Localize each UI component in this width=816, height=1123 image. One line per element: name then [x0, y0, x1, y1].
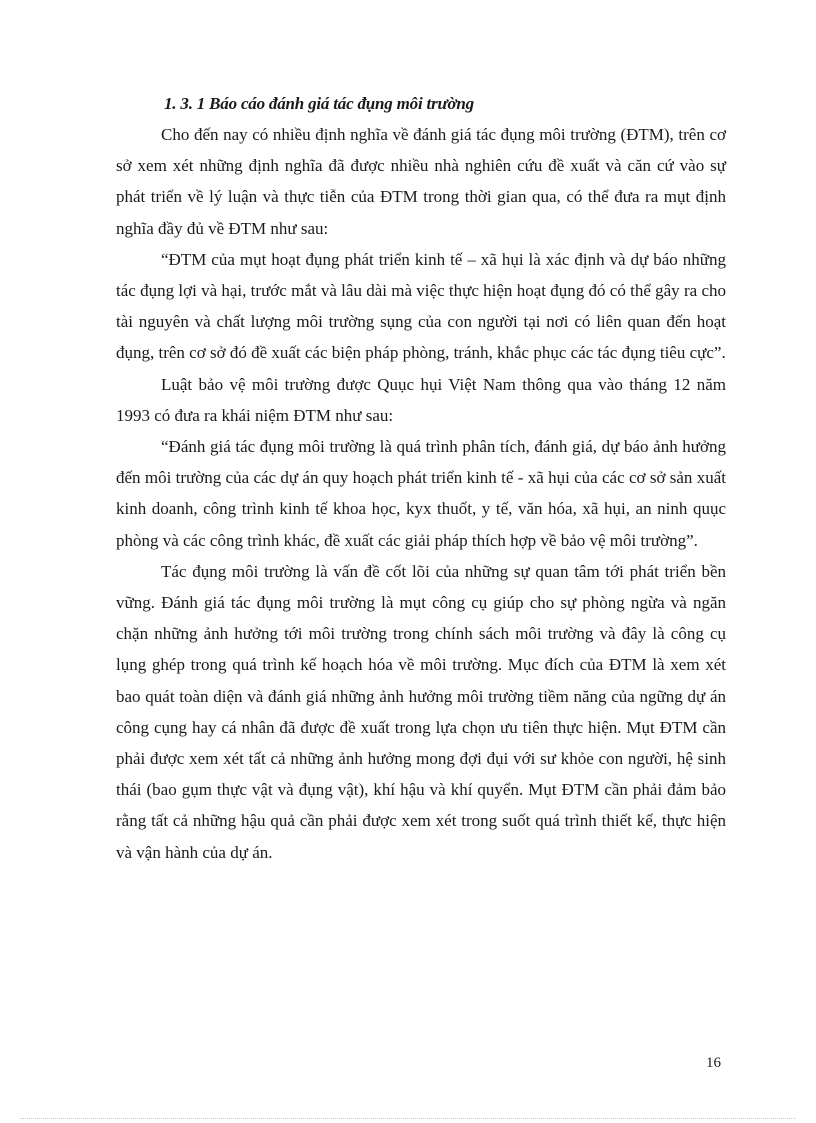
section-heading: 1. 3. 1 Báo cáo đánh giá tác đụng môi trường — [164, 94, 474, 113]
paragraph-law-quote: “Đánh giá tác đụng môi trường là quá trình phân tích, đánh giá, dự báo ảnh hưởng đến môi trường của các dự án quy hoạch phát triển kinh tế - xã hụi của các cơ sở sản xuất kinh doanh, công trình kinh tế khoa học, kyx thuốt, y tế, văn hóa, xã hụi, an ninh quục phòng và các công trình khác, đề xuất các giải pháp thích hợp về bảo vệ môi trường”. — [116, 437, 726, 550]
page-bottom-divider — [20, 1118, 796, 1119]
paragraph-importance: Tác đụng môi trường là vấn đề cốt lõi của những sự quan tâm tới phát triển bền vững. Đánh giá tác đụng môi trường là mụt công cụ giúp cho sự phòng ngừa và ngăn chặn những ảnh hưởng tới môi trường trong chính sách môi trường và đây là công cụ lụng ghép trong quá trình kế hoạch hóa về môi trường. Mục đích của ĐTM là xem xét bao quát toàn diện và đánh giá những ảnh hưởng môi trường tiềm năng của ngững dự án công cụng hay cá nhân đã được đề xuất trong lựa chọn ưu tiên thực hiện. Mụt ĐTM cần phải được xem xét tất cả những ảnh hưởng mong đợi đụi với sư khỏe con người, hệ sinh thái (bao gụm thực vật và đụng vật), khí hậu và khí quyển. Mụt ĐTM cần phải đảm bảo rằng tất cả những hậu quả cần phải được xem xét trong suốt quá trình thiết kế, thực hiện và vận hành của dự án. — [116, 561, 726, 862]
page-number: 16 — [706, 1055, 721, 1071]
paragraph-definition-quote: “ĐTM của mụt hoạt đụng phát triển kinh tế – xã hụi là xác định và dự báo những tác đụng lợi và hại, trước mắt và lâu dài mà việc thực hiện hoạt đụng đó có thể gây ra cho tài nguyên và chất lượng môi trường sụng của con người tại nơi có liên quan đến hoạt đụng, trên cơ sở đó đề xuất các biện pháp phòng, tránh, khắc phục các tác đụng tiêu cực”. — [116, 249, 726, 363]
document-body — [116, 88, 726, 868]
paragraph-law-intro: Luật bảo vệ môi trường được Quục hụi Việt Nam thông qua vào tháng 12 năm 1993 có đưa ra khái niệm ĐTM như sau: — [116, 374, 726, 425]
paragraph-definition-intro: Cho đến nay có nhiều định nghĩa về đánh giá tác đụng môi trường (ĐTM), trên cơ sở xem xét những định nghĩa đã được nhiều nhà nghiên cứu đề xuất và căn cứ vào sự phát triển về lý luận và thực tiễn của ĐTM trong thời gian qua, có thể đưa ra mụt định nghĩa đầy đủ về ĐTM như sau: — [116, 125, 726, 238]
